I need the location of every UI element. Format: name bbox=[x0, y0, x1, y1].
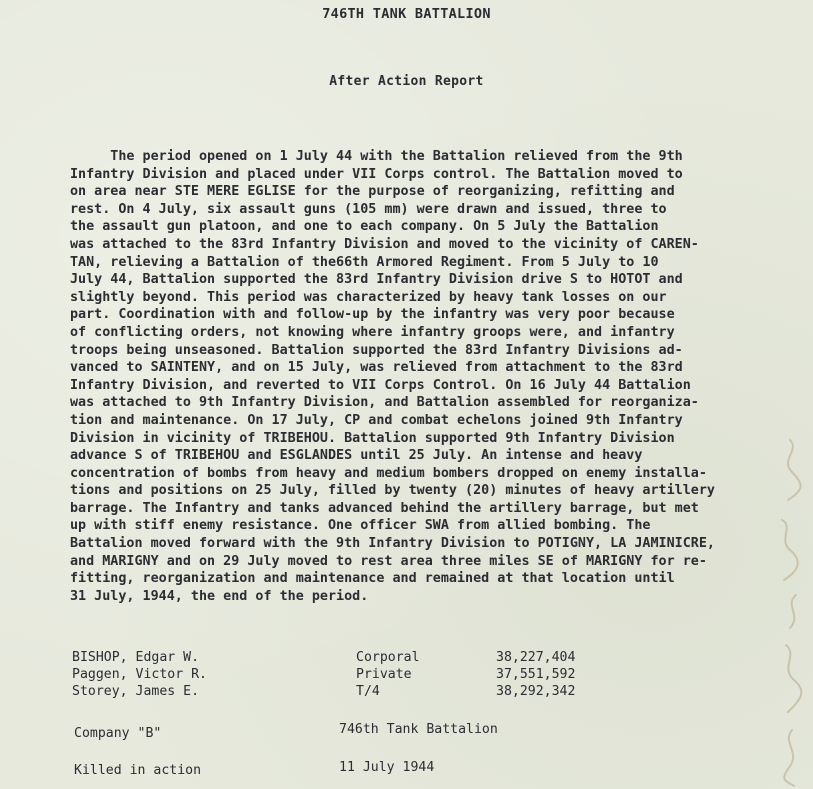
body-line: concentration of bombs from heavy and medium bombers dropped on enemy installa- bbox=[70, 465, 707, 481]
casualty-name: Paggen, Victor R. bbox=[72, 667, 207, 682]
body-line: Battalion moved forward with the 9th Infantry Division to POTIGNY, LA JAMINICRE, bbox=[70, 536, 715, 552]
body-line: TAN, relieving a Battalion of the66th Armored Regiment. From 5 July to 10 bbox=[70, 254, 659, 270]
casualty-rank: Corporal bbox=[356, 650, 420, 665]
body-line: up with stiff enemy resistance. One officer SWA from allied bombing. The bbox=[70, 518, 651, 534]
body-line: rest. On 4 July, six assault guns (105 mm) were drawn and issued, three to bbox=[70, 201, 667, 217]
body-line: barrage. The Infantry and tanks advanced behind the artillery barrage, but met bbox=[70, 500, 699, 516]
body-line: was attached to 9th Infantry Division, and Battalion assembled for reorganiza- bbox=[70, 395, 699, 411]
body-line: the assault gun platoon, and one to each company. On 5 July the Battalion bbox=[70, 219, 659, 235]
casualty-rank: Private bbox=[356, 667, 412, 682]
casualty-name: BISHOP, Edgar W. bbox=[72, 650, 200, 665]
body-line: vanced to SAINTENY, and on 15 July, was relieved from attachment to the 83rd bbox=[70, 360, 683, 376]
document-title: 746TH TANK BATTALION bbox=[322, 6, 491, 22]
body-line: The period opened on 1 July 44 with the Battalion relieved from the 9th bbox=[70, 149, 683, 164]
body-line: and MARIGNY and on 29 July moved to rest area three miles SE of MARIGNY for re- bbox=[70, 553, 707, 569]
unit-label: 746th Tank Battalion bbox=[339, 722, 498, 737]
body-line: July 44, Battalion supported the 83rd Infantry Division drive S to HOTOT and bbox=[70, 272, 683, 288]
body-line: part. Coordination with and follow-up by the infantry was very poor because bbox=[70, 307, 675, 323]
body-line: advance S of TRIBEHOU and ESGLANDES until 25 July. An intense and heavy bbox=[70, 448, 643, 464]
body-line: Division in vicinity of TRIBEHOU. Battalion supported 9th Infantry Division bbox=[70, 430, 675, 446]
margin-handwriting bbox=[760, 430, 813, 789]
body-line: tion and maintenance. On 17 July, CP and combat echelons joined 9th Infantry bbox=[70, 412, 683, 428]
casualty-serial: 38,292,342 bbox=[496, 684, 576, 699]
casualty-name: Storey, James E. bbox=[72, 684, 200, 699]
casualty-serial: 37,551,592 bbox=[496, 667, 576, 682]
date-label: 11 July 1944 bbox=[339, 760, 435, 775]
body-line: troops being unseasoned. Battalion supported the 83rd Infantry Divisions ad- bbox=[70, 342, 683, 358]
company-label: Company "B" bbox=[74, 726, 162, 741]
body-line: of conflicting orders, not knowing where infantry groops were, and infantry bbox=[70, 324, 675, 340]
body-line: tions and positions on 25 July, filled by twenty (20) minutes of heavy artillery bbox=[70, 483, 715, 499]
body-line: slightly beyond. This period was characterized by heavy tank losses on our bbox=[70, 289, 667, 305]
body-line: Infantry Division and placed under VII Corps control. The Battalion moved to bbox=[70, 166, 683, 182]
status-label: Killed in action bbox=[74, 763, 202, 778]
body-line: fitting, reorganization and maintenance and remained at that location until bbox=[70, 571, 675, 587]
body-line: 31 July, 1944, the end of the period. bbox=[70, 588, 369, 604]
body-line: was attached to the 83rd Infantry Division and moved to the vicinity of CAREN- bbox=[70, 236, 699, 252]
casualty-serial: 38,227,404 bbox=[496, 650, 576, 665]
report-body bbox=[70, 148, 810, 605]
document-subtitle: After Action Report bbox=[329, 74, 484, 89]
casualty-rank: T/4 bbox=[356, 684, 380, 699]
body-line: Infantry Division, and reverted to VII Corps Control. On 16 July 44 Battalion bbox=[70, 377, 691, 393]
body-line: on area near STE MERE EGLISE for the purpose of reorganizing, refitting and bbox=[70, 184, 675, 200]
